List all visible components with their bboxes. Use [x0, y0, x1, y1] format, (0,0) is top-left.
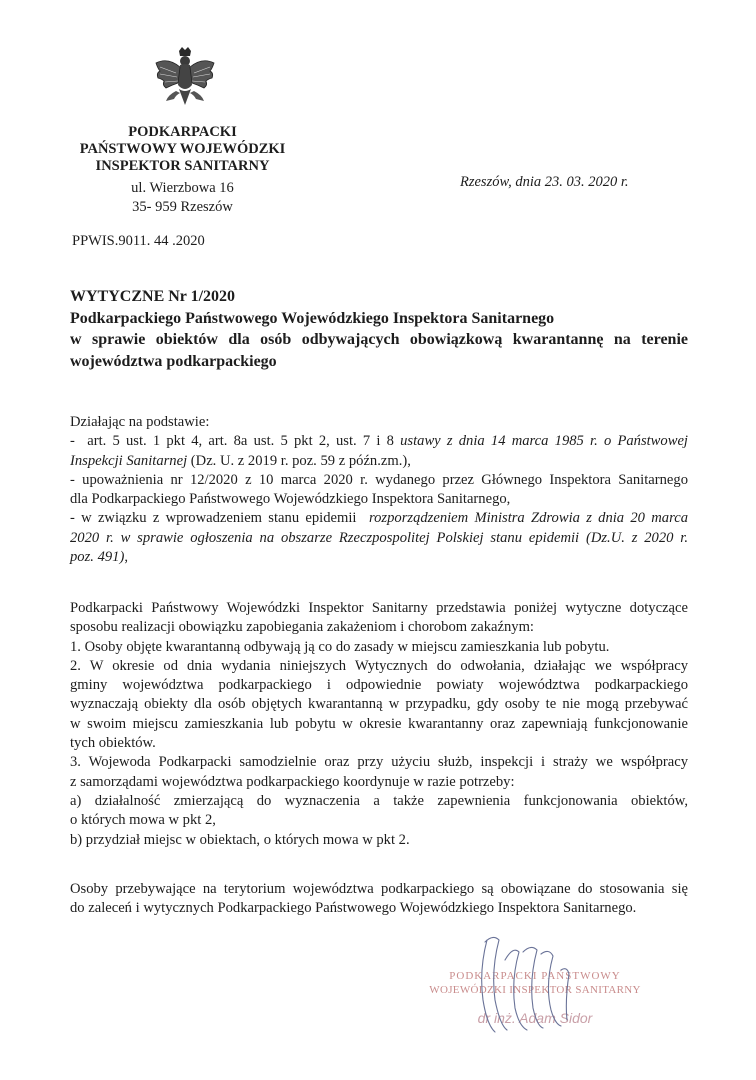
guideline-2-line: gminy województwa podkarpackiego i odpowiednie powiaty województwa podkarpackiego — [70, 677, 688, 694]
basis-item-1-text: - art. 5 ust. 1 pkt 4, art. 8a ust. 5 pkt 2, ust. 7 i 8 — [70, 433, 401, 450]
stamp-name: dr inż. Adam Sidor — [477, 1010, 593, 1026]
institution-name — [60, 124, 305, 175]
eagle-icon — [150, 45, 220, 115]
closing-line: Osoby przebywające na terytorium województwa podkarpackiego są obowiązane do stosowania się — [70, 881, 688, 897]
guideline-2-line: wyznaczają obiekty dla osób objętych kwarantanną w przypadku, gdy osoby te nie mogą przebywać — [70, 696, 688, 713]
polish-eagle-emblem — [150, 45, 220, 115]
closing-line: do zaleceń i wytycznych Podkarpackiego Państwowego Wojewódzkiego Inspektora Sanitarnego. — [70, 900, 637, 917]
institution-line: PAŃSTWOWY WOJEWÓDZKI — [79, 141, 286, 157]
basis-item-1-act-title: ustawy z dnia 14 marca 1985 r. o Państwowej — [400, 433, 688, 450]
guideline-3a-line: o których mowa w pkt 2, — [70, 812, 216, 829]
basis-item-3-cont — [70, 529, 688, 548]
guideline-3a-line: a) działalność zmierzającą do wyznaczenia a także zapewnienia funkcjonowania obiektów, — [70, 792, 688, 809]
title-line: Podkarpackiego Państwowego Wojewódzkiego Inspektora Sanitarnego — [70, 309, 555, 327]
guideline-2-line: 2. W okresie od dnia wydania niniejszych Wytycznych do odwołania, działając we współpracy — [70, 657, 688, 674]
basis-item-3 — [70, 509, 688, 528]
address-line: ul. Wierzbowa 16 — [131, 180, 234, 196]
guideline-2-line: tych obiektów. — [70, 735, 156, 752]
title-line: województwa podkarpackiego — [70, 352, 277, 370]
basis-item-2: - upoważnienia nr 12/2020 z 10 marca 2020 r. wydanego przez Głównego Inspektora Sanitarnego — [70, 471, 688, 488]
guideline-3b: b) przydział miejsc w obiektach, o których mowa w pkt 2. — [70, 831, 410, 848]
guideline-1: 1. Osoby objęte kwarantanną odbywają ją co do zasady w miejscu zamieszkania lub pobytu. — [70, 638, 610, 655]
address-line: 35- 959 Rzeszów — [132, 199, 233, 215]
institution-address — [60, 179, 305, 217]
basis-item-1-act-title-cont: Inspekcji Sanitarnej — [70, 452, 188, 469]
basis-item-3-regulation-end: poz. 491) — [70, 549, 125, 566]
guidelines-intro: Podkarpacki Państwowy Wojewódzki Inspektor Sanitarny przedstawia poniżej wytyczne dotyczące — [70, 600, 688, 616]
basis-item-3-punct: , — [124, 549, 128, 566]
title-heading: WYTYCZNE Nr 1/2020 — [70, 288, 236, 305]
stamp-line: PODKARPACKI PAŃSTWOWY — [449, 970, 621, 982]
institution-line: PODKARPACKI — [128, 124, 237, 140]
basis-item-1 — [70, 432, 688, 451]
document-title — [70, 286, 688, 372]
basis-item-3-regulation-cont: 2020 r. w sprawie ogłoszenia na obszarze Rzeczpospolitej Polskiej stanu epidemii (Dz.U. z 2020 r. — [70, 529, 688, 546]
signature-block — [425, 930, 645, 1060]
guidelines-intro-cont: sposobu realizacji obowiązku zapobiegania zakażeniom i chorobom zakaźnym: — [70, 619, 534, 636]
basis-intro: Działając na podstawie: — [70, 414, 210, 430]
basis-item-3-end — [70, 548, 688, 567]
document-date: Rzeszów, dnia 23. 03. 2020 r. — [460, 174, 629, 190]
reference-number: PPWIS.9011. 44 .2020 — [72, 233, 205, 249]
basis-item-2-cont: dla Podkarpackiego Państwowego Wojewódzkiego Inspektora Sanitarnego, — [70, 491, 511, 508]
guidelines-section — [70, 599, 688, 850]
institution-line: INSPEKTOR SANITARNY — [95, 158, 270, 174]
basis-item-1-cont — [70, 452, 688, 471]
handwritten-signature — [425, 930, 645, 1060]
guideline-3-line: 3. Wojewoda Podkarpacki samodzielnie oraz przy użyciu służb, inspekcji i straży we współpracy — [70, 754, 688, 771]
basis-item-3-text: - w związku z wprowadzeniem stanu epidemii — [70, 510, 369, 527]
stamp-line: WOJEWÓDZKI INSPEKTOR SANITARNY — [429, 984, 641, 996]
title-line: w sprawie obiektów dla osób odbywających obowiązkową kwarantannę na terenie — [70, 331, 688, 348]
guideline-2-line: w swoim miejscu zamieszkania lub pobytu w okresie kwarantanny oraz zapewniają funkcjonowanie — [70, 715, 688, 732]
basis-item-3-regulation: rozporządzeniem Ministra Zdrowia z dnia 20 marca — [369, 510, 688, 527]
guideline-3-line: z samorządami województwa podkarpackiego koordynuje w razie potrzeby: — [70, 773, 515, 790]
basis-item-1-citation: (Dz. U. z 2019 r. poz. 59 z późn.zm.), — [187, 452, 411, 469]
legal-basis-section — [70, 413, 688, 567]
closing-section — [70, 880, 688, 919]
